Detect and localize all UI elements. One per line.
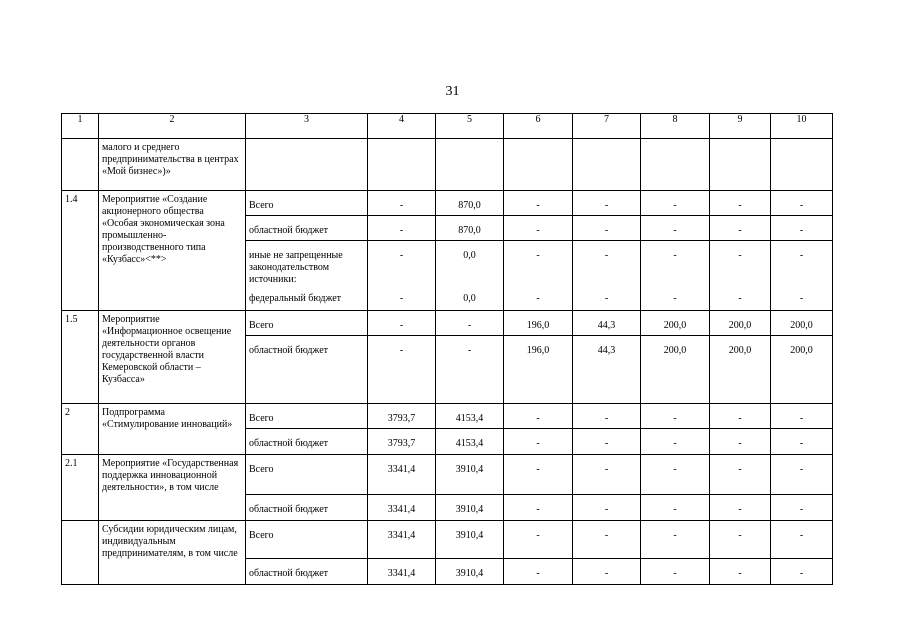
value-cell: - [368,311,436,336]
value-cell: - [573,455,641,495]
value-cell: 3341,4 [368,455,436,495]
value-cell: 3910,4 [436,495,504,521]
row-number: 1.5 [62,311,99,404]
value-cell: - [641,191,710,216]
value-cell: - [368,336,436,404]
value-cell: - [641,404,710,429]
value-cell: 870,0 [436,191,504,216]
value-cell: 3341,4 [368,495,436,521]
value-cell: - [504,559,573,585]
value-cell: - [771,241,833,291]
column-header: 10 [771,114,833,139]
value-cell: 3793,7 [368,404,436,429]
page-number: 31 [445,84,460,99]
value-cell: 4153,4 [436,429,504,455]
value-cell: - [710,191,771,216]
value-cell: - [504,521,573,559]
row-name: Субсидии юридическим лицам, индивидуальным предпринимателям, в том числе [99,521,246,585]
table-row [62,521,833,559]
value-cell: 0,0 [436,241,504,291]
value-cell: - [573,495,641,521]
value-cell: 3910,4 [436,521,504,559]
funding-table [61,113,833,585]
value-cell: - [504,495,573,521]
value-cell: - [710,291,771,311]
value-cell: - [771,559,833,585]
value-cell: - [641,291,710,311]
row-number [62,521,99,585]
value-cell: - [641,455,710,495]
value-cell: - [573,191,641,216]
value-cell: - [771,191,833,216]
funding-source: Всего [246,311,368,336]
value-cell: - [641,429,710,455]
value-cell: - [368,241,436,291]
value-cell: - [573,429,641,455]
row-number: 2 [62,404,99,455]
funding-source: Всего [246,191,368,216]
table-row [62,311,833,336]
funding-source: иные не запрещенные законодательством источники: [246,241,368,291]
value-cell: - [771,216,833,241]
value-cell: - [573,241,641,291]
table-header-row [62,114,833,139]
value-cell: 44,3 [573,311,641,336]
value-cell: - [504,216,573,241]
value-cell: - [771,495,833,521]
funding-source: Всего [246,455,368,495]
funding-source: Всего [246,404,368,429]
value-cell: - [504,404,573,429]
table-row [62,139,833,191]
column-header: 6 [504,114,573,139]
row-number [62,139,99,191]
value-cell: - [368,291,436,311]
column-header: 5 [436,114,504,139]
column-header: 9 [710,114,771,139]
row-name: малого и среднего предпринимательства в центрах «Мой бизнес»)» [99,139,246,191]
empty-cell [573,139,641,191]
funding-source: федеральный бюджет [246,291,368,311]
value-cell: - [573,559,641,585]
value-cell: 44,3 [573,336,641,404]
value-cell: - [710,495,771,521]
value-cell: - [573,404,641,429]
value-cell: - [641,241,710,291]
column-header: 1 [62,114,99,139]
row-number: 1.4 [62,191,99,311]
funding-source: Всего [246,521,368,559]
value-cell: - [771,429,833,455]
value-cell: - [710,241,771,291]
value-cell: - [368,191,436,216]
value-cell: - [710,559,771,585]
empty-cell [504,139,573,191]
column-header: 7 [573,114,641,139]
value-cell: 4153,4 [436,404,504,429]
value-cell: 3341,4 [368,521,436,559]
value-cell: - [771,291,833,311]
empty-cell [436,139,504,191]
funding-source: областной бюджет [246,216,368,241]
value-cell: - [641,559,710,585]
value-cell: - [504,429,573,455]
value-cell: 200,0 [710,336,771,404]
row-name: Подпрограмма «Стимулирование инноваций» [99,404,246,455]
funding-source: областной бюджет [246,559,368,585]
column-header: 3 [246,114,368,139]
value-cell: - [504,241,573,291]
row-name: Мероприятие «Создание акционерного общества «Особая экономическая зона промышленно-производственного типа «Кузбасс»<**> [99,191,246,311]
value-cell: 196,0 [504,336,573,404]
value-cell: - [710,216,771,241]
funding-source: областной бюджет [246,429,368,455]
empty-cell [710,139,771,191]
value-cell: 200,0 [641,311,710,336]
value-cell: - [771,455,833,495]
value-cell: 3341,4 [368,559,436,585]
row-name: Мероприятие «Государственная поддержка инновационной деятельности», в том числе [99,455,246,521]
empty-cell [246,139,368,191]
column-header: 2 [99,114,246,139]
value-cell: 196,0 [504,311,573,336]
value-cell: 870,0 [436,216,504,241]
column-header: 4 [368,114,436,139]
empty-cell [641,139,710,191]
value-cell: 3793,7 [368,429,436,455]
value-cell: - [641,216,710,241]
value-cell: - [436,336,504,404]
value-cell: - [573,521,641,559]
table-row [62,404,833,429]
value-cell: 3910,4 [436,455,504,495]
row-number: 2.1 [62,455,99,521]
value-cell: - [504,291,573,311]
value-cell: - [504,191,573,216]
value-cell: - [573,216,641,241]
value-cell: - [771,404,833,429]
value-cell: - [641,495,710,521]
value-cell: - [436,311,504,336]
value-cell: - [710,521,771,559]
value-cell: - [710,429,771,455]
value-cell: 200,0 [710,311,771,336]
value-cell: - [710,404,771,429]
value-cell: 200,0 [641,336,710,404]
row-name: Мероприятие «Информационное освещение деятельности органов государственной власти Кемеровской области – Кузбасса» [99,311,246,404]
value-cell: - [368,216,436,241]
value-cell: 200,0 [771,311,833,336]
funding-source: областной бюджет [246,495,368,521]
value-cell: - [504,455,573,495]
value-cell: - [771,521,833,559]
funding-source: областной бюджет [246,336,368,404]
value-cell: 200,0 [771,336,833,404]
column-header: 8 [641,114,710,139]
value-cell: - [710,455,771,495]
value-cell: - [641,521,710,559]
table-row [62,191,833,216]
empty-cell [368,139,436,191]
table-row [62,455,833,495]
value-cell: 3910,4 [436,559,504,585]
value-cell: - [573,291,641,311]
value-cell: 0,0 [436,291,504,311]
empty-cell [771,139,833,191]
